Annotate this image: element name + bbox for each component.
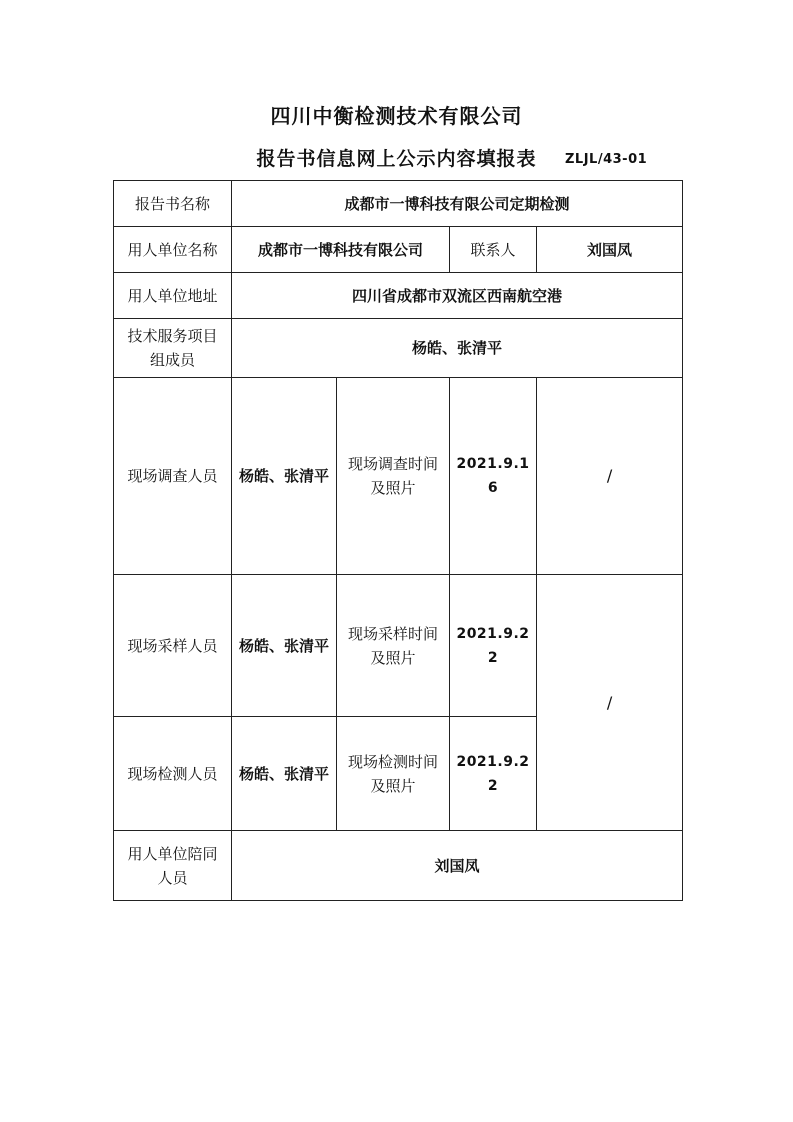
testing-staff-label: 现场检测人员 <box>114 717 232 831</box>
testing-staff-value: 杨皓、张清平 <box>232 717 337 831</box>
testing-time-label-line2: 及照片 <box>370 776 416 795</box>
sampling-time-label-line2: 及照片 <box>370 648 416 667</box>
survey-staff-value: 杨皓、张清平 <box>232 378 337 575</box>
employer-name-label: 用人单位名称 <box>114 227 232 273</box>
team-label-line1: 技术服务项目 <box>127 327 218 345</box>
survey-time-label-line1: 现场调查时间 <box>347 455 438 473</box>
escort-label-line1: 用人单位陪同 <box>127 844 218 863</box>
row-employer <box>114 227 683 273</box>
form-code: ZLJL/43-01 <box>565 152 648 167</box>
testing-date: 2021.9.22 <box>450 717 537 831</box>
survey-date: 2021.9.16 <box>450 378 537 575</box>
report-info-table <box>113 180 683 901</box>
sampling-staff-value: 杨皓、张清平 <box>232 575 337 717</box>
sampling-time-label-line1: 现场采样时间 <box>347 624 438 643</box>
sampling-testing-photo: / <box>537 575 683 831</box>
survey-staff-label: 现场调查人员 <box>114 378 232 575</box>
row-team <box>114 319 683 378</box>
survey-time-label-line2: 及照片 <box>370 479 416 497</box>
row-escort <box>114 831 683 901</box>
company-title: 四川中衡检测技术有限公司 <box>270 104 523 128</box>
contact-value: 刘国凤 <box>537 227 683 273</box>
escort-label <box>114 831 232 901</box>
escort-value: 刘国凤 <box>232 831 683 901</box>
team-members-label <box>114 319 232 378</box>
contact-label: 联系人 <box>450 227 537 273</box>
report-name-label: 报告书名称 <box>114 181 232 227</box>
row-report-name <box>114 181 683 227</box>
testing-time-label <box>337 717 450 831</box>
survey-photo: / <box>537 378 683 575</box>
escort-label-line2: 人员 <box>157 868 188 887</box>
employer-name-value: 成都市一博科技有限公司 <box>232 227 450 273</box>
employer-address-label: 用人单位地址 <box>114 273 232 319</box>
survey-time-label <box>337 378 450 575</box>
team-label-line2: 组成员 <box>149 351 195 369</box>
team-members-value: 杨皓、张清平 <box>232 319 683 378</box>
row-survey <box>114 378 683 575</box>
employer-address-value: 四川省成都市双流区西南航空港 <box>232 273 683 319</box>
report-name-value: 成都市一博科技有限公司定期检测 <box>232 181 683 227</box>
form-title: 报告书信息网上公示内容填报表 <box>256 148 537 170</box>
testing-time-label-line1: 现场检测时间 <box>347 752 438 771</box>
row-sampling <box>114 575 683 717</box>
sampling-date: 2021.9.22 <box>450 575 537 717</box>
sampling-time-label <box>337 575 450 717</box>
row-address <box>114 273 683 319</box>
sampling-staff-label: 现场采样人员 <box>114 575 232 717</box>
